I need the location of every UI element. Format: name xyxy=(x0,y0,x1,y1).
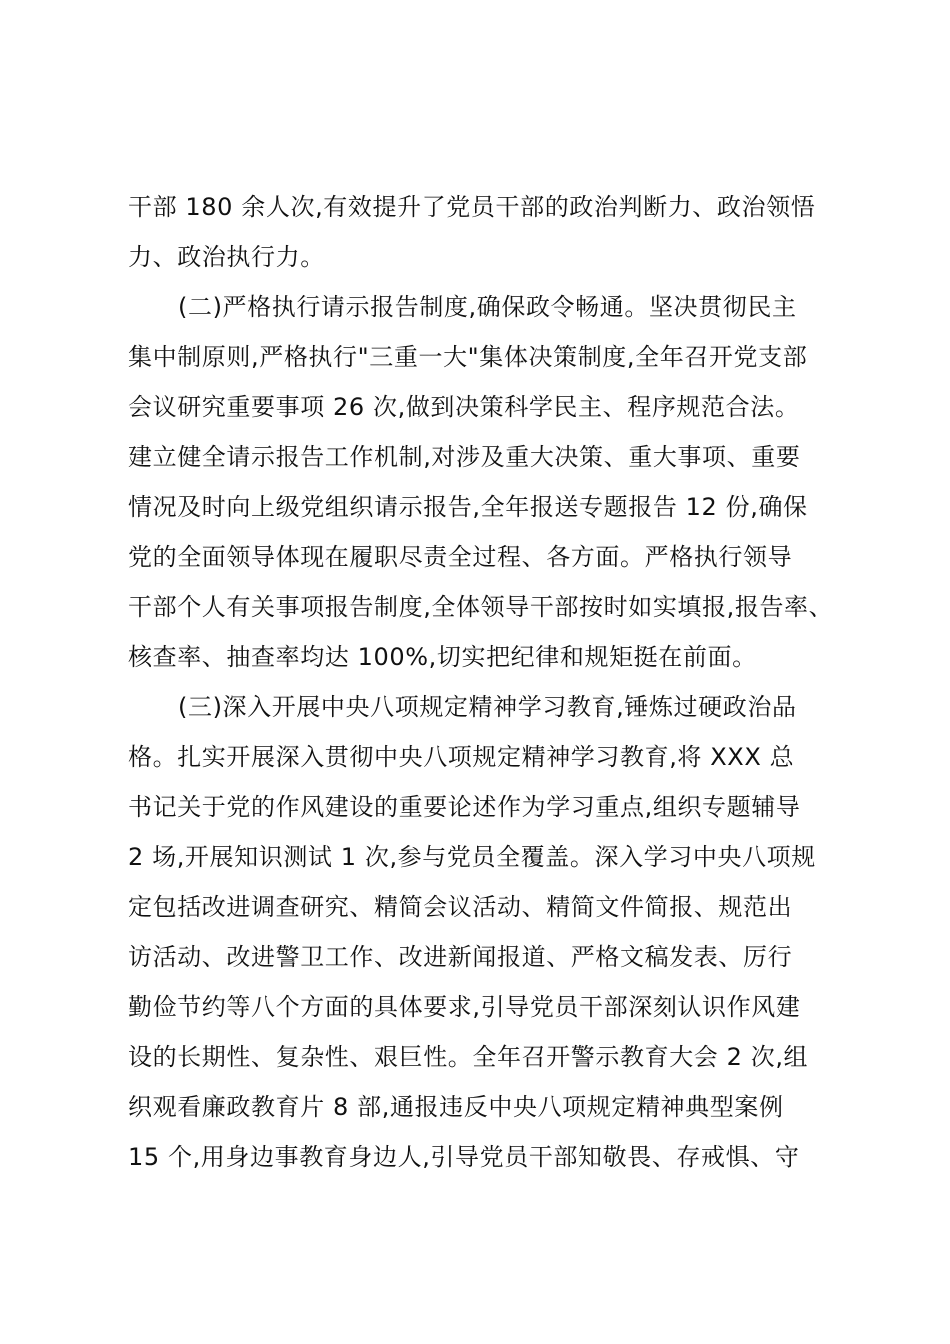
text-line: 会议研究重要事项 26 次,做到决策科学民主、程序规范合法。 xyxy=(128,393,800,421)
paragraph-heading-line: (二)严格执行请示报告制度,确保政令畅通。坚决贯彻民主 xyxy=(178,293,797,321)
text-line: 力、政治执行力。 xyxy=(128,243,325,271)
text-line: 集中制原则,严格执行"三重一大"集体决策制度,全年召开党支部 xyxy=(128,343,808,371)
text-line: 干部 180 余人次,有效提升了党员干部的政治判断力、政治领悟 xyxy=(128,193,816,221)
text-line: 格。扎实开展深入贯彻中央八项规定精神学习教育,将 XXX 总 xyxy=(128,743,795,771)
text-line: 设的长期性、复杂性、艰巨性。全年召开警示教育大会 2 次,组 xyxy=(128,1043,809,1071)
body-text xyxy=(128,182,840,1182)
text-line: 访活动、改进警卫工作、改进新闻报道、严格文稿发表、厉行 xyxy=(128,943,793,971)
text-line: 织观看廉政教育片 8 部,通报违反中央八项规定精神典型案例 xyxy=(128,1093,784,1121)
text-line: 定包括改进调查研究、精简会议活动、精简文件简报、规范出 xyxy=(128,893,793,921)
text-line: 干部个人有关事项报告制度,全体领导干部按时如实填报,报告率、 xyxy=(128,593,834,621)
text-line: 情况及时向上级党组织请示报告,全年报送专题报告 12 份,确保 xyxy=(128,493,808,521)
text-line: 书记关于党的作风建设的重要论述作为学习重点,组织专题辅导 xyxy=(128,793,801,821)
text-line: 15 个,用身边事教育身边人,引导党员干部知敬畏、存戒惧、守 xyxy=(128,1143,800,1171)
paragraph-heading-line: (三)深入开展中央八项规定精神学习教育,锤炼过硬政治品 xyxy=(178,693,797,721)
text-line: 核查率、抽查率均达 100%,切实把纪律和规矩挺在前面。 xyxy=(128,643,757,671)
text-line: 党的全面领导体现在履职尽责全过程、各方面。严格执行领导 xyxy=(128,543,793,571)
text-line: 建立健全请示报告工作机制,对涉及重大决策、重大事项、重要 xyxy=(128,443,801,471)
text-line: 勤俭节约等八个方面的具体要求,引导党员干部深刻认识作风建 xyxy=(128,993,801,1021)
text-line: 2 场,开展知识测试 1 次,参与党员全覆盖。深入学习中央八项规 xyxy=(128,843,816,871)
